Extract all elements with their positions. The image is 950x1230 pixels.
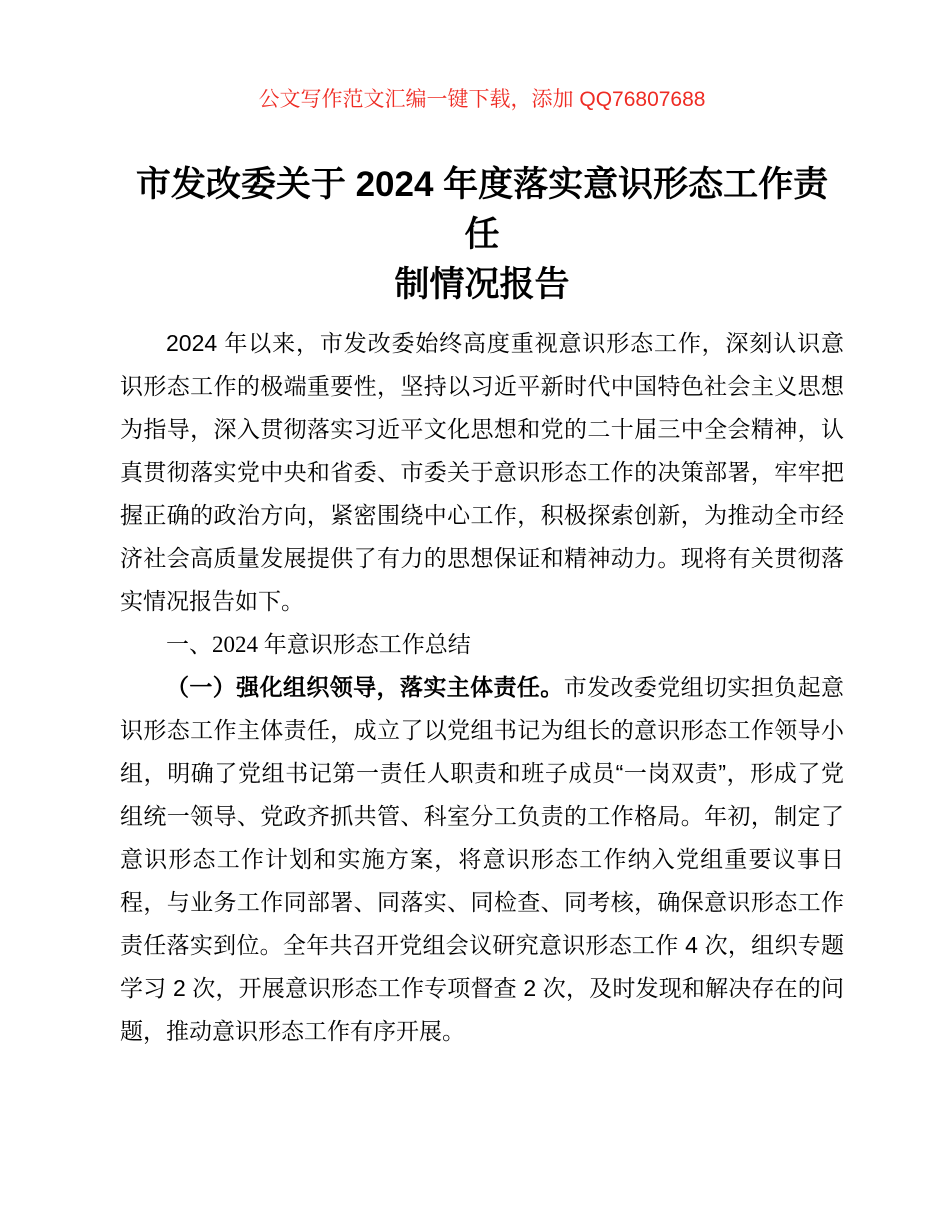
title-line: 制情况报告 [394,265,570,304]
body-paragraph: 2024 年以来，市发改委始终高度重视意识形态工作，深刻认识意识形态工作的极端重要性，坚持以习近平新时代中国特色社会主义思想为指导，深入贯彻落实习近平文化思想和党的二十届三中全会精神，认真贯彻落实党中央和省委、市委关于意识形态工作的决策部署，牢牢把握正确的政治方向，紧密围绕中心工作，积极探索创新，为推动全市经济社会高质量发展提供了有力的思想保证和精神动力。现将有关贯彻落实情况报告如下。 [120,330,844,614]
download-notice: 公文写作范文汇编一键下载，添加 QQ76807688 [258,88,706,111]
paragraph-lead-bold: （一）强化组织领导，落实主体责任。 [166,674,564,700]
section-heading: 一、2024 年意识形态工作总结 [166,632,471,657]
body-paragraph: （一）强化组织领导，落实主体责任。市发改委党组切实担负起意识形态工作主体责任，成立了以党组书记为组长的意识形态工作领导小组，明确了党组书记第一责任人职责和班子成员“一岗双责”，形成了党组统一领导、党政齐抓共管、科室分工负责的工作格局。年初，制定了意识形态工作计划和实施方案，将意识形态工作纳入党组重要议事日程，与业务工作同部署、同落实、同检查、同考核，确保意识形态工作责任落实到位。全年共召开党组会议研究意识形态工作 4 次，组织专题学习 2 次，开展意识形态工作专项督查 2 次，及时发现和解决存在的问题，推动意识形态工作有序开展。 [120,674,845,1044]
title-line: 市发改委关于 2024 年度落实意识形态工作责任 [135,165,829,254]
document-body [120,322,844,1053]
document-title [120,160,844,310]
